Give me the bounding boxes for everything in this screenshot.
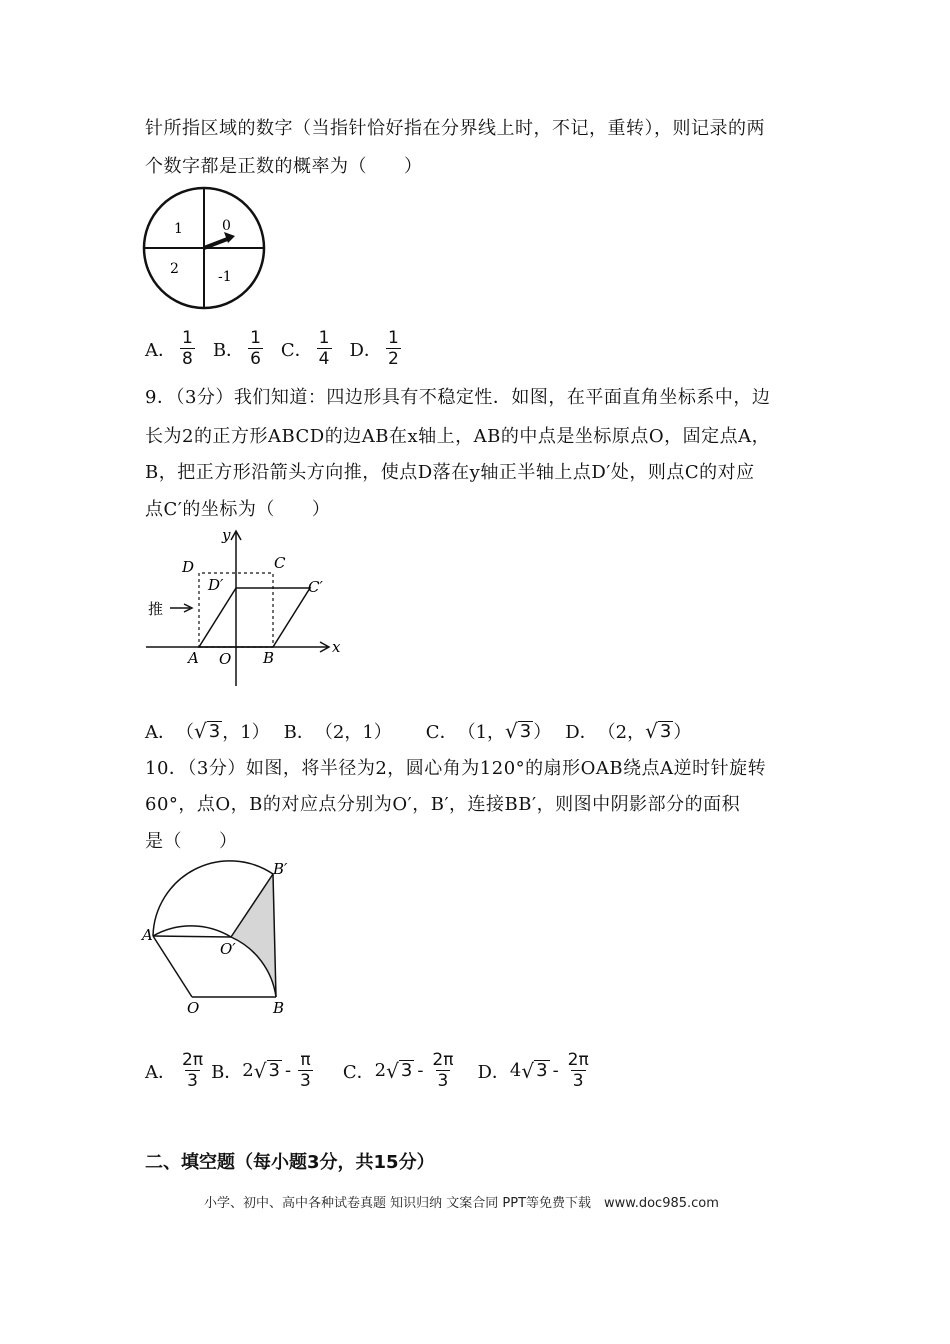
q10-option-b[interactable] (211, 1050, 317, 1091)
sqrt-expression: √ 3 (521, 1058, 548, 1083)
label-C-prime: C′ (308, 578, 323, 596)
shaded-region (231, 874, 276, 997)
spinner-pointer (204, 238, 230, 248)
q10-text-line-1: 10．（3分）如图，将半径为2，圆心角为120°的扇形OAB绕点A逆时针旋转 (145, 758, 767, 779)
sqrt-radicand: 3 (208, 720, 221, 742)
minus-sign: - (417, 1060, 424, 1081)
q8-option-b[interactable] (213, 328, 267, 369)
section-heading: 二、填空题（每小题3分，共15分） (145, 1152, 435, 1173)
option-text: ） (673, 722, 692, 743)
q8-option-a[interactable] (145, 328, 199, 369)
q8-text-line-1: 针所指区域的数字（当指针恰好指在分界线上时，不记，重转），则记录的两 (145, 118, 765, 139)
spinner-label-neg1: -1 (218, 269, 232, 285)
coef: 4 (509, 1060, 522, 1081)
label-B: B (273, 999, 285, 1017)
frac-den: 3 (572, 1071, 584, 1091)
frac-num: 2π (567, 1050, 589, 1070)
option-letter: A． (145, 1061, 176, 1083)
sqrt-radicand: 3 (519, 720, 532, 742)
option-letter: C． (280, 339, 313, 361)
frac-den: 6 (250, 349, 261, 369)
frac-num: 2π (182, 1050, 204, 1070)
label-O-prime: O′ (220, 940, 236, 958)
frac-num: 1 (387, 328, 399, 348)
parallelogram (199, 588, 310, 647)
option-letter: D． (477, 1061, 510, 1083)
label-B-prime: B′ (273, 860, 288, 878)
frac-num: 1 (250, 328, 261, 348)
sqrt-radicand: 3 (268, 1060, 280, 1081)
q9-options (145, 718, 705, 744)
frac-den: 4 (318, 349, 330, 369)
sqrt-expression: √ 3 (645, 719, 672, 743)
q10-option-c[interactable] (343, 1050, 460, 1091)
sqrt-expression: √ 3 (386, 1058, 413, 1083)
sqrt-expression: √ 3 (194, 719, 221, 743)
sqrt-radicand: 3 (400, 1060, 413, 1081)
q10-text-line-3: 是（ ） (145, 831, 238, 852)
frac-den: 3 (187, 1071, 198, 1091)
frac-den: 3 (300, 1071, 311, 1091)
option-letter: D． (349, 339, 382, 361)
option-letter: D． (565, 722, 598, 743)
option-text: （ (176, 722, 194, 743)
frac-den: 8 (182, 349, 193, 369)
q10-option-d[interactable] (477, 1050, 594, 1091)
q10-text-line-2: 60°，点O，B的对应点分别为O′，B′，连接BB′，则图中阴影部分的面积 (145, 794, 741, 815)
label-D-prime: D′ (208, 576, 224, 594)
coef: 2 (242, 1060, 254, 1081)
q9-option-b[interactable] (284, 718, 392, 744)
coef: 2 (374, 1060, 387, 1081)
sqrt-radicand: 3 (536, 1060, 548, 1081)
minus-sign: - (552, 1060, 559, 1081)
q10-options (145, 1050, 609, 1091)
q8-option-d[interactable] (350, 328, 405, 369)
label-C: C (274, 554, 286, 572)
q9-option-c[interactable] (426, 718, 551, 744)
frac-den: 2 (387, 349, 399, 369)
label-A: A (142, 926, 153, 944)
page-footer: 小学、初中、高中各种试卷真题 知识归纳 文案合同 PPT等免费下载 www.doc985.com (204, 1196, 719, 1211)
q9-coordinate-figure (142, 526, 352, 688)
frac-den: 3 (437, 1071, 449, 1091)
option-letter: C． (425, 722, 458, 743)
label-push: 推 (148, 600, 164, 618)
sqrt-expression: √ 3 (505, 719, 532, 743)
frac-num: 1 (182, 328, 193, 348)
frac-num: π (300, 1050, 311, 1070)
option-letter: C． (342, 1061, 375, 1083)
sqrt-radicand: 3 (659, 720, 672, 742)
sector-small-arc (153, 926, 231, 937)
q8-text-line-2: 个数字都是正数的概率为（ ） (145, 156, 423, 177)
label-D: D (182, 558, 195, 576)
option-letter: B． (283, 722, 315, 743)
q8-option-c[interactable] (281, 328, 336, 369)
label-O: O (187, 999, 200, 1017)
spinner-label-1: 1 (174, 221, 183, 237)
q9-text-line-4: 点C′的坐标为（ ） (145, 499, 331, 520)
label-B: B (263, 649, 275, 667)
label-A: A (188, 649, 199, 667)
q10-option-a[interactable] (145, 1050, 209, 1091)
q9-text-line-2: 长为2的正方形ABCD的边AB在x轴上，AB的中点是坐标原点O，固定点A， (145, 426, 771, 447)
spinner-figure (140, 186, 280, 314)
q9-option-a[interactable] (145, 718, 270, 744)
minus-sign: - (284, 1060, 292, 1081)
option-letter: A． (145, 339, 176, 361)
frac-num: 1 (318, 328, 330, 348)
option-text: ） (533, 722, 552, 743)
option-letter: B． (212, 339, 245, 361)
q8-options (145, 328, 419, 369)
q10-sector-figure (140, 858, 300, 1022)
frac-num: 2π (432, 1050, 454, 1070)
q9-text-line-3: B，把正方形沿箭头方向推，使点D落在y轴正半轴上点D′处，则点C的对应 (145, 462, 755, 483)
sqrt-expression: √ 3 (253, 1058, 280, 1083)
option-text: ，1） (222, 722, 270, 743)
label-O: O (219, 650, 232, 668)
label-x: x (332, 638, 341, 656)
spinner-label-2: 2 (170, 261, 179, 277)
option-text: （1， (457, 722, 506, 743)
option-text: （2，1） (314, 722, 392, 743)
label-y: y (222, 526, 231, 544)
option-letter: A． (145, 722, 176, 743)
spinner-label-0: 0 (222, 218, 231, 234)
q9-text-line-1: 9．（3分）我们知道：四边形具有不稳定性．如图，在平面直角坐标系中，边 (145, 387, 771, 408)
option-text: （2， (597, 722, 646, 743)
q9-option-d[interactable] (565, 718, 691, 744)
option-letter: B． (211, 1061, 243, 1083)
